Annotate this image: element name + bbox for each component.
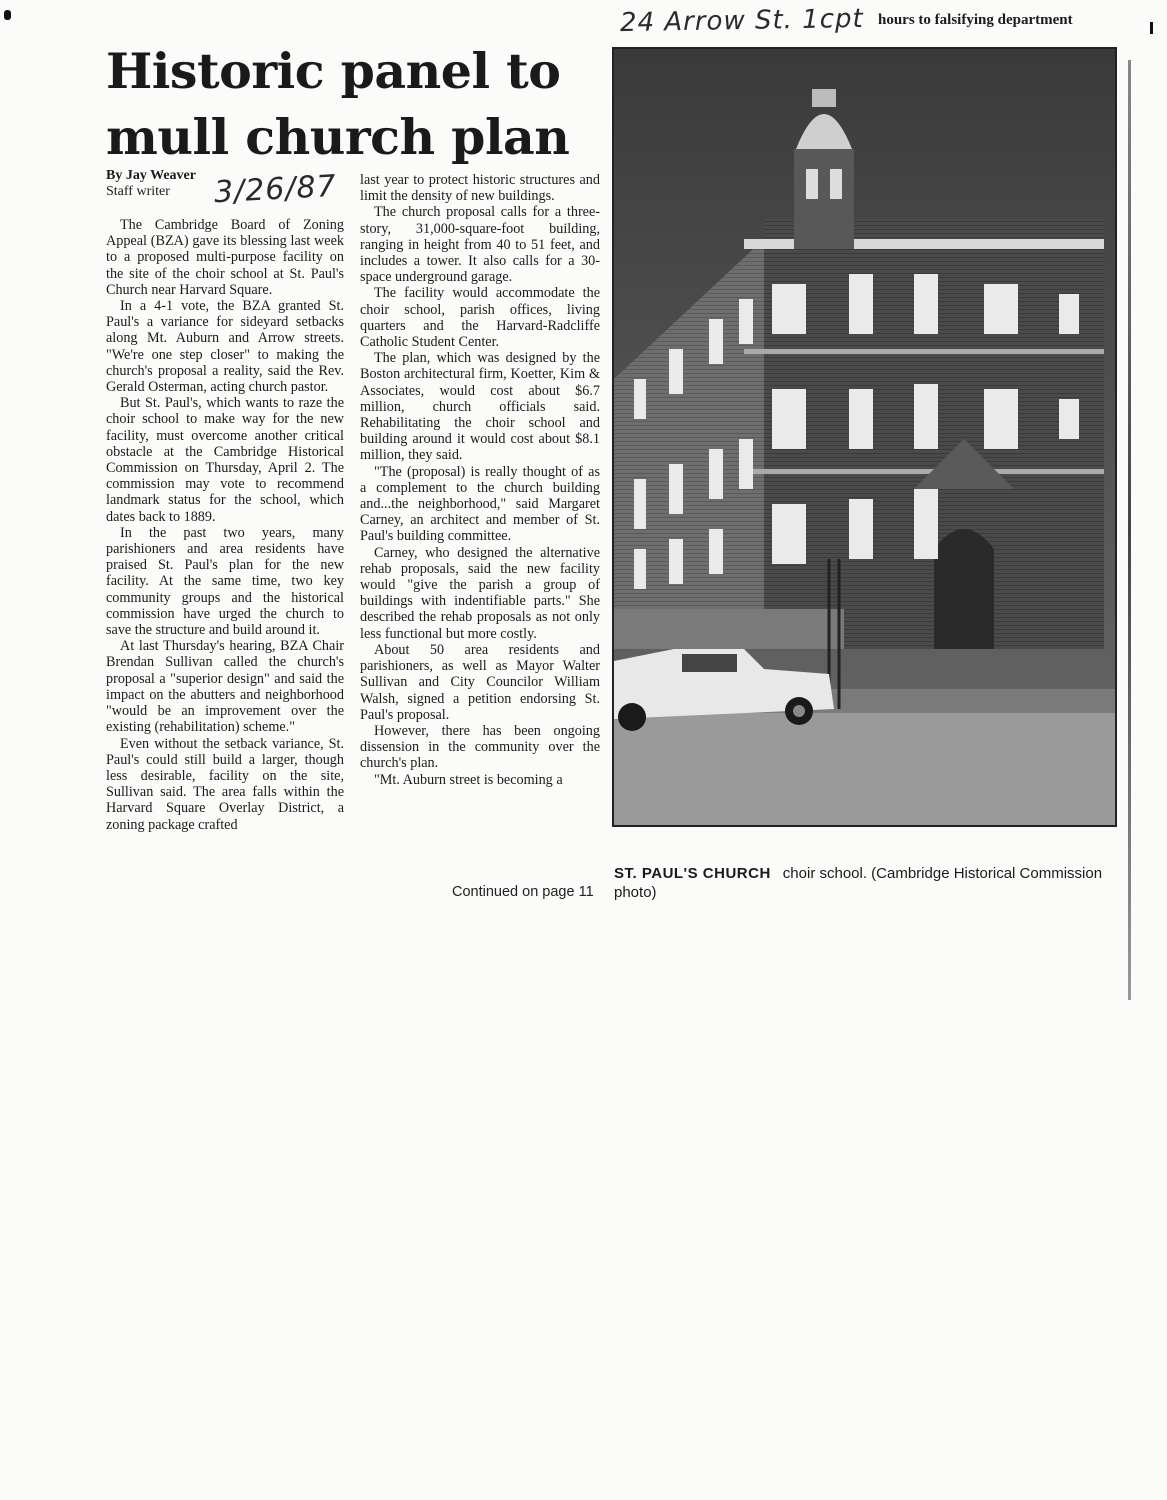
byline-role: Staff writer — [106, 184, 170, 199]
article-column-2 — [360, 172, 600, 788]
byline — [106, 168, 196, 200]
paragraph: "The (proposal) is really thought of as a complement to the church building and...the neighborhood," said Margaret Carney, an architect and member of St. Paul's building committee. — [360, 463, 600, 545]
handwritten-date: 3/26/87 — [213, 168, 338, 211]
paragraph: But St. Paul's, which wants to raze the choir school to make way for the new facility, must overcome another critical obstacle at the Cambridge Historical Commission on Thursday, April 2. The commission may vote to recommend landmark status for the school, which dates back to 1889. — [106, 395, 344, 525]
caption-text: choir school. (Cambridge Historical Commission photo) — [614, 865, 1103, 901]
scan-mark — [1150, 22, 1153, 34]
paragraph: Even without the setback variance, St. Paul's could still build a larger, though less desirable, facility on the site, Sullivan said. The area falls within the Harvard Square Overlay District, a zoning package crafted — [106, 735, 344, 833]
paragraph: The facility would accommodate the choir school, parish offices, living quarters and the Harvard-Radcliffe Catholic Student Center. — [360, 285, 600, 351]
paragraph: last year to protect historic structures and limit the density of new buildings. — [360, 172, 600, 205]
page-edge — [1128, 60, 1131, 1000]
scan-mark — [4, 10, 11, 20]
church-photo — [612, 47, 1117, 827]
byline-author: By Jay Weaver — [106, 168, 196, 183]
adjacent-article-text: hours to falsifying department — [878, 12, 1073, 28]
continued-notice: Continued on page 11 — [452, 884, 594, 900]
paragraph: The plan, which was designed by the Boston architectural firm, Koetter, Kim & Associates, would cost about $6.7 million, church officials said. Rehabilitating the choir school and building around it would cost about $8.1 million, they said. — [360, 350, 600, 464]
paragraph: In a 4-1 vote, the BZA granted St. Paul's a variance for sideyard setbacks along Mt. Auburn and Arrow streets. "We're one step closer" to making the church's proposal a reality, said the Rev. Gerald Osterman, acting church pastor. — [106, 298, 344, 396]
photo-caption — [614, 864, 1114, 902]
paragraph: The Cambridge Board of Zoning Appeal (BZA) gave its blessing last week to a proposed multi-purpose facility on the site of the choir school at St. Paul's Church near Harvard Square. — [106, 217, 344, 298]
handwritten-address-note: 24 Arrow St. 1cpt — [619, 3, 864, 39]
paragraph: In the past two years, many parishioners and area residents have praised St. Paul's plan for the new facility. At the same time, two key community groups and the historical commission have urged the church to save the structure and build around it. — [106, 524, 344, 639]
article-column-1 — [106, 217, 344, 833]
headline: Historic panel to mull church plan — [106, 42, 570, 166]
caption-lead: ST. PAUL'S CHURCH — [614, 865, 771, 882]
paragraph: At last Thursday's hearing, BZA Chair Brendan Sullivan called the church's proposal a "superior design" and said the impact on the abutters and neighborhood "would be an improvement over the existing (rehabilitation) scheme." — [106, 638, 344, 736]
paragraph: The church proposal calls for a three-story, 31,000-square-foot building, ranging in height from 40 to 51 feet, and includes a tower. It also calls for a 30-space underground garage. — [360, 204, 600, 286]
paragraph: About 50 area residents and parishioners, as well as Mayor Walter Sullivan and City Councilor William Walsh, signed a petition endorsing St. Paul's proposal. — [360, 641, 600, 723]
church-building-illustration — [614, 49, 1115, 825]
paragraph: "Mt. Auburn street is becoming a — [374, 771, 563, 788]
paragraph: However, there has been ongoing dissension in the community over the church's plan. — [360, 722, 600, 772]
paragraph: Carney, who designed the alternative rehab proposals, said the new facility would "give the parish a group of buildings with indentifiable parts." She described the rehab proposals as not only less functional but more costly. — [360, 544, 600, 642]
